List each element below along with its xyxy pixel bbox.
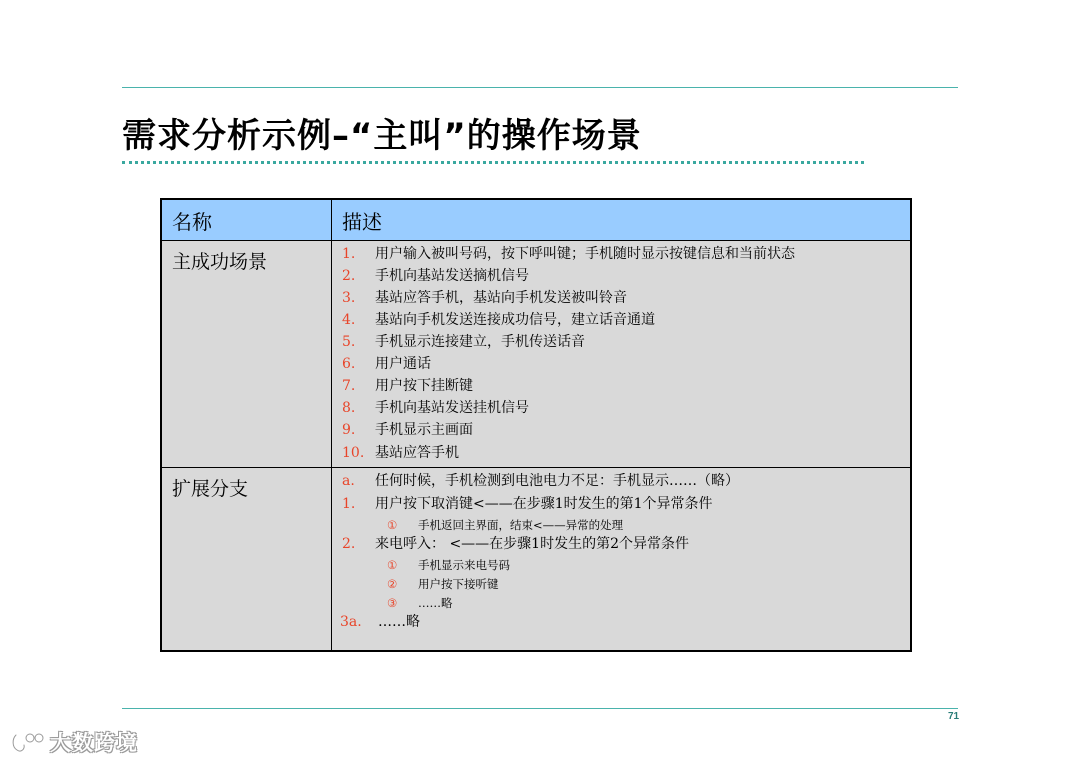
item-number: ③	[387, 596, 398, 610]
item-text: 基站应答手机，基站向手机发送被叫铃音	[375, 290, 627, 306]
page-number: 71	[948, 711, 960, 722]
top-divider	[122, 87, 958, 88]
main-scenario-name: 主成功场景	[172, 251, 268, 273]
item-number: 9.	[342, 422, 356, 438]
item-number: ①	[387, 518, 398, 532]
item-number: 1.	[342, 496, 356, 512]
item-text: 用户按下接听键	[418, 577, 499, 591]
item-number: 7.	[342, 378, 356, 394]
table-header-row	[162, 200, 910, 241]
title-dotted-divider	[122, 161, 864, 164]
row-divider	[162, 467, 910, 468]
item-text: 基站应答手机	[375, 445, 459, 461]
item-text: 用户按下挂断键	[375, 378, 473, 394]
item-text: 基站向手机发送连接成功信号，建立话音通道	[375, 312, 655, 328]
watermark-text: 大数跨境	[50, 731, 138, 755]
item-number: 1.	[342, 246, 356, 262]
item-number: 3a.	[340, 614, 362, 630]
item-text: 手机显示来电号码	[418, 558, 510, 572]
item-number: 8.	[342, 400, 356, 416]
item-text: 手机显示连接建立，手机传送话音	[375, 334, 585, 350]
scenario-table	[160, 198, 912, 652]
header-desc: 描述	[342, 210, 382, 234]
item-number: 10.	[342, 445, 365, 461]
item-text: 手机向基站发送挂机信号	[375, 400, 529, 416]
item-number: 5.	[342, 334, 356, 350]
item-number: ①	[387, 558, 398, 572]
item-text: 来电呼入： <——在步骤1时发生的第2个异常条件	[375, 536, 689, 552]
item-text: 用户按下取消键<——在步骤1时发生的第1个异常条件	[375, 496, 713, 512]
item-text: 手机显示主画面	[375, 422, 473, 438]
item-number: 2.	[342, 268, 356, 284]
item-text: 手机向基站发送摘机信号	[375, 268, 529, 284]
extension-name: 扩展分支	[172, 478, 249, 500]
item-number: ②	[387, 577, 398, 591]
bottom-divider	[122, 708, 958, 709]
item-number: 4.	[342, 312, 356, 328]
watermark	[10, 728, 138, 756]
header-name: 名称	[172, 210, 212, 234]
item-number: 6.	[342, 356, 356, 372]
bigdata-logo-icon	[10, 729, 46, 755]
item-number: 3.	[342, 290, 356, 306]
item-text: 用户通话	[375, 356, 431, 372]
item-number: a.	[342, 473, 355, 489]
item-text: ……略	[418, 596, 453, 610]
item-text: 手机返回主界面，结束<——异常的处理	[418, 518, 624, 532]
item-number: 2.	[342, 536, 356, 552]
page-title: 需求分析示例–“主叫”的操作场景	[122, 116, 642, 156]
column-divider	[331, 200, 332, 650]
item-text: 任何时候，手机检测到电池电力不足：手机显示……（略）	[375, 473, 739, 489]
item-text: 用户输入被叫号码，按下呼叫键；手机随时显示按键信息和当前状态	[375, 246, 795, 262]
item-text: ……略	[378, 614, 420, 630]
